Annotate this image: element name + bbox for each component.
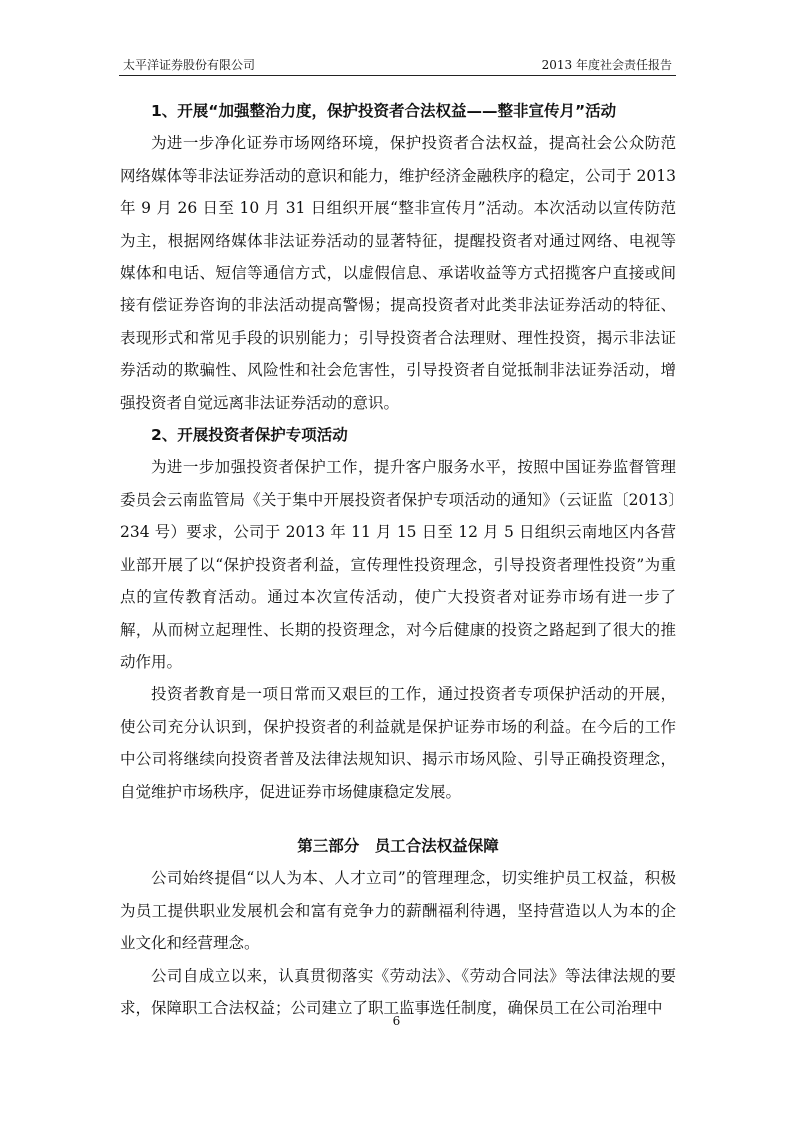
section2-paragraph-2: 投资者教育是一项日常而又艰巨的工作，通过投资者专项保护活动的开展，使公司充分认识到，保护投资者的利益就是保护证券市场的利益。在今后的工作中公司将继续向投资者普及法律法规知识、揭示市场风险、引导正确投资理念，自觉维护市场秩序，促进证券市场健康稳定发展。 bbox=[120, 685, 676, 801]
page-body bbox=[120, 95, 676, 1024]
page-header bbox=[119, 55, 676, 76]
header-report-title: 2013 年度社会责任报告 bbox=[541, 58, 672, 72]
page-number: 6 bbox=[392, 1014, 401, 1028]
section1-heading: 1、开展“加强整治力度，保护投资者合法权益——整非宣传月”活动 bbox=[151, 102, 617, 120]
part3-heading: 第三部分 员工合法权益保障 bbox=[297, 836, 499, 855]
section2-paragraph-1: 为进一步加强投资者保护工作，提升客户服务水平，按照中国证券监督管理委员会云南监管局《关于集中开展投资者保护专项活动的通知》（云证监〔2013〕234 号）要求，公司于 2013 年 11 月 15 日至 12 月 5 日组织云南地区内各营业部开展了以“保护投资者利益，宣传理性投资理念，引导投资者理性投资”为重点的宣传教育活动。通过本次宣传活动，使广大投资者对证券市场有进一步了解，从而树立起理性、长期的投资理念，对今后健康的投资之路起到了很大的推动作用。 bbox=[120, 458, 676, 671]
part3-paragraph-2: 公司自成立以来，认真贯彻落实《劳动法》、《劳动合同法》等法律法规的要求，保障职工合法权益；公司建立了职工监事选任制度，确保员工在公司治理中 bbox=[120, 966, 676, 1017]
section2-heading: 2、开展投资者保护专项活动 bbox=[151, 426, 348, 445]
section1-paragraph: 为进一步净化证券市场网络环境，保护投资者合法权益，提高社会公众防范网络媒体等非法证券活动的意识和能力，维护经济金融秩序的稳定，公司于 2013 年 9 月 26 日至 10 月 31 日组织开展“整非宣传月”活动。本次活动以宣传防范为主，根据网络媒体非法证券活动的显著特征，提醒投资者对通过网络、电视等媒体和电话、短信等通信方式，以虚假信息、承诺收益等方式招揽客户直接或间接有偿证券咨询的非法活动提高警惕；提高投资者对此类非法证券活动的特征、表现形式和常见手段的识别能力；引导投资者合法理财、理性投资，揭示非法证券活动的欺骗性、风险性和社会危害性，引导投资者自觉抵制非法证券活动，增强投资者自觉远离非法证券活动的意识。 bbox=[120, 134, 676, 412]
part3-paragraph-1: 公司始终提倡“以人为本、人才立司”的管理理念，切实维护员工权益，积极为员工提供职业发展机会和富有竞争力的薪酬福利待遇，坚持营造以人为本的企业文化和经营理念。 bbox=[120, 869, 676, 953]
header-company-name: 太平洋证券股份有限公司 bbox=[123, 58, 256, 72]
